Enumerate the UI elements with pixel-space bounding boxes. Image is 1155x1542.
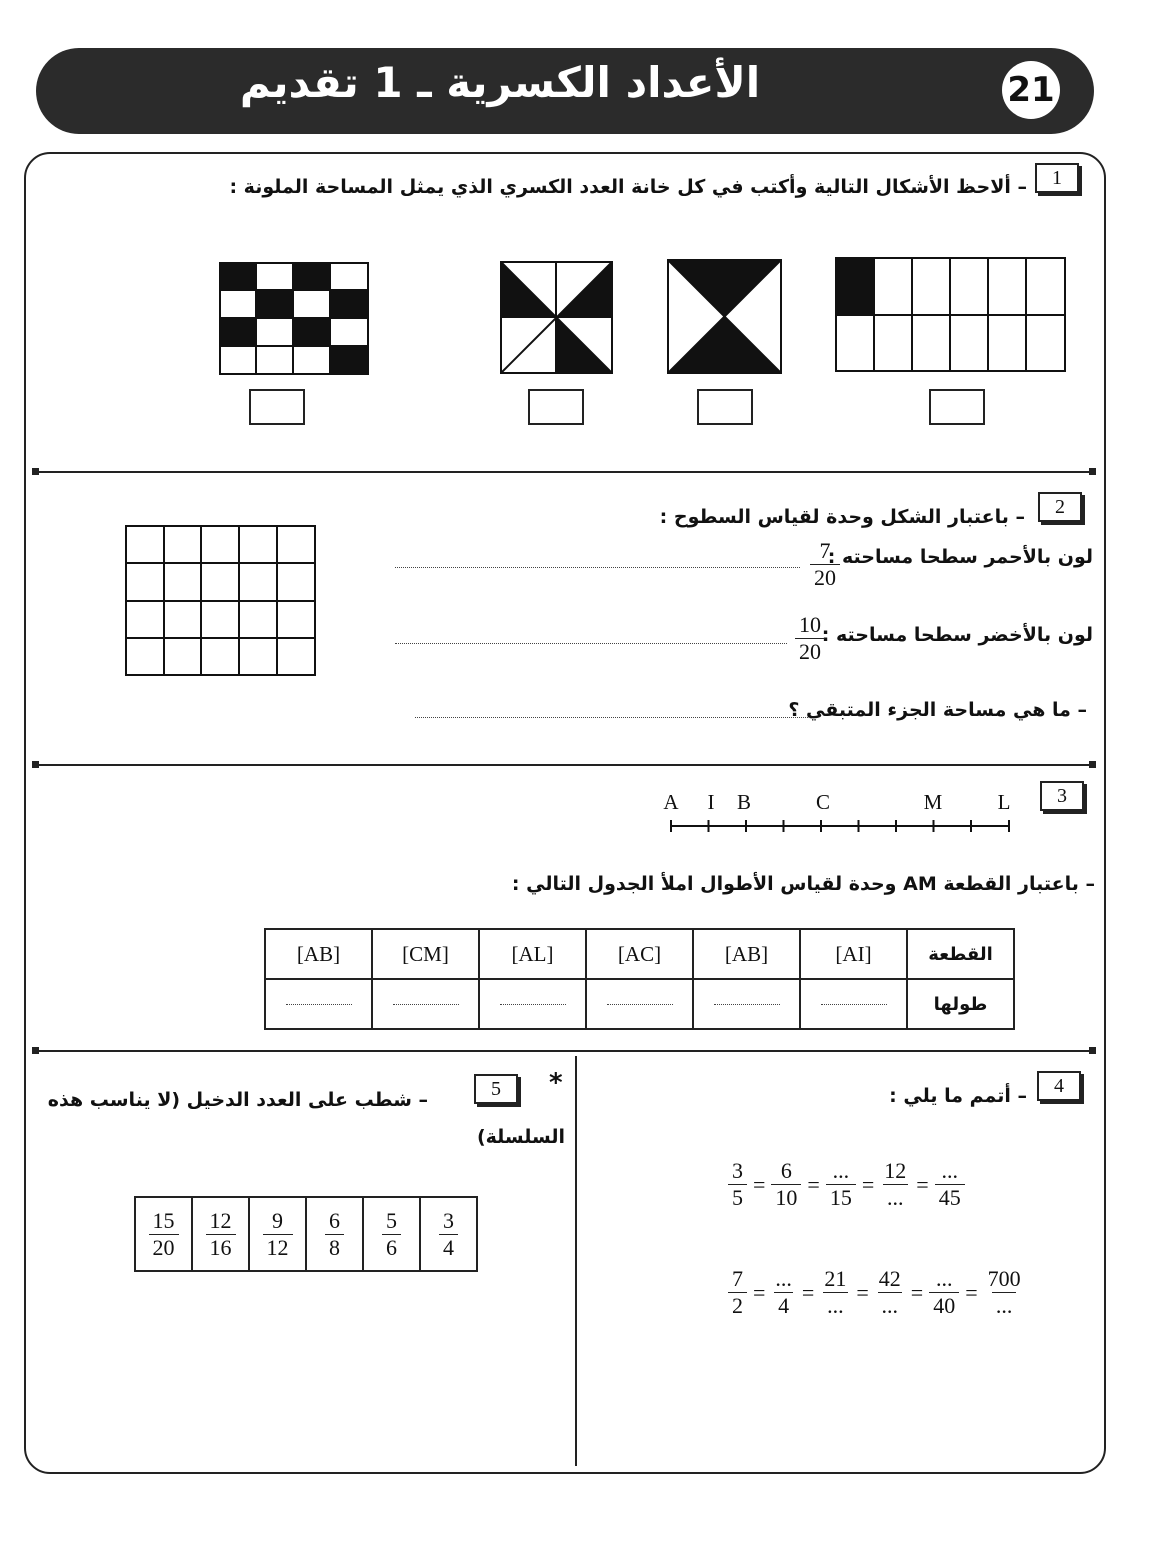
- length-answer-cell[interactable]: [265, 979, 372, 1029]
- frac-den: 40: [929, 1292, 959, 1319]
- red-instruction: لون بالأحمر سطحا مساحته :: [827, 546, 1093, 568]
- section-divider: [34, 471, 1094, 473]
- red-fraction-num: 7: [819, 538, 831, 563]
- green-instruction: لون بالأخضر سطحا مساحته :: [821, 624, 1093, 646]
- frac-den: 12: [263, 1234, 293, 1261]
- table-row: [265, 979, 1014, 1029]
- section-divider: [34, 1050, 1094, 1052]
- frac-den-blank[interactable]: ...: [823, 1292, 848, 1319]
- frac-den-blank[interactable]: ...: [992, 1292, 1017, 1319]
- equals-sign: =: [753, 1279, 766, 1305]
- frac-num: 5: [386, 1207, 397, 1233]
- length-answer-blank[interactable]: [607, 1003, 673, 1005]
- question-5-instruction-line-2: السلسلة): [476, 1126, 565, 1148]
- frac-den: 4: [439, 1234, 458, 1261]
- series-cell[interactable]: [306, 1197, 363, 1271]
- answer-box-grid-twelve[interactable]: [929, 389, 985, 425]
- equals-sign: =: [753, 1171, 766, 1197]
- green-fraction-den: 20: [795, 638, 825, 665]
- line-label-b: B: [736, 790, 752, 814]
- fraction-series-table: [134, 1196, 478, 1272]
- question-1-number: 1: [1035, 163, 1079, 193]
- length-answer-cell[interactable]: [586, 979, 693, 1029]
- column-divider: [575, 1056, 577, 1466]
- green-answer-line[interactable]: [395, 642, 787, 644]
- equivalence-row-2: [728, 1266, 1025, 1319]
- answer-box-eight-triangles[interactable]: [528, 389, 584, 425]
- frac-num-blank[interactable]: ...: [832, 1158, 850, 1183]
- unit-grid-5x4: [125, 525, 317, 677]
- question-2-number: 2: [1038, 492, 1082, 522]
- equals-sign: =: [856, 1279, 869, 1305]
- page-title: الأعداد الكسرية ـ 1 تقديم: [239, 58, 761, 107]
- frac-num-blank[interactable]: ...: [775, 1266, 792, 1291]
- length-answer-blank[interactable]: [714, 1003, 780, 1005]
- red-fraction: [810, 538, 840, 591]
- frac-den: 15: [826, 1184, 856, 1211]
- length-answer-blank[interactable]: [821, 1003, 887, 1005]
- equals-sign: =: [801, 1279, 815, 1305]
- frac-num: 6: [780, 1158, 792, 1183]
- segment-cell: [AI]: [800, 929, 907, 979]
- equals-sign: =: [807, 1171, 820, 1197]
- question-4-number: 4: [1037, 1071, 1081, 1101]
- page-number-badge: 21: [1002, 61, 1060, 119]
- frac-den: 4: [774, 1292, 793, 1319]
- frac-den-blank[interactable]: ...: [883, 1184, 908, 1211]
- segment-cell: [AB]: [693, 929, 800, 979]
- line-label-a: A: [663, 790, 679, 814]
- figure-checkerboard: [219, 262, 371, 376]
- series-cell[interactable]: [363, 1197, 420, 1271]
- frac-num: 12: [209, 1207, 232, 1233]
- frac-den: 6: [382, 1234, 401, 1261]
- lengths-table: [264, 928, 1015, 1030]
- equals-sign: =: [910, 1279, 924, 1305]
- number-line: [660, 788, 1020, 838]
- frac-num: 6: [329, 1207, 340, 1233]
- title-banner: [36, 48, 1094, 134]
- frac-den: 8: [325, 1234, 344, 1261]
- frac-den: 45: [935, 1184, 965, 1211]
- question-3-instruction: – باعتبار القطعة AM وحدة لقياس الأطوال املأ الجدول التالي :: [511, 873, 1095, 895]
- figure-grid-twelve: [835, 257, 1067, 373]
- figure-eight-triangles: [500, 261, 614, 375]
- length-answer-blank[interactable]: [286, 1003, 352, 1005]
- length-row-header: طولها: [907, 979, 1014, 1029]
- segment-cell: [AC]: [586, 929, 693, 979]
- question-5-instruction-line-1: – شطب على العدد الدخيل (لا يناسب هذه: [47, 1089, 428, 1111]
- length-answer-blank[interactable]: [393, 1003, 459, 1005]
- section-divider: [34, 764, 1094, 766]
- table-row: [265, 929, 1014, 979]
- segment-cell: [AL]: [479, 929, 586, 979]
- series-cell[interactable]: [192, 1197, 249, 1271]
- answer-box-hourglass[interactable]: [697, 389, 753, 425]
- segment-cell: [CM]: [372, 929, 479, 979]
- question-1-instruction: – ألاحظ الأشكال التالية وأكتب في كل خانة العدد الكسري الذي يمثل المساحة الملونة :: [229, 176, 1027, 198]
- frac-den: 5: [728, 1184, 747, 1211]
- frac-num: 42: [878, 1266, 901, 1291]
- frac-num: 700: [987, 1266, 1021, 1291]
- green-fraction: [795, 612, 825, 665]
- figure-hourglass: [667, 259, 783, 375]
- segment-row-header: القطعة: [907, 929, 1014, 979]
- green-fraction-num: 10: [799, 612, 821, 637]
- equals-sign: =: [916, 1171, 929, 1197]
- frac-num: 7: [732, 1266, 743, 1291]
- line-label-c: C: [815, 790, 831, 814]
- frac-num: 15: [152, 1207, 175, 1233]
- frac-num: 3: [443, 1207, 454, 1233]
- length-answer-cell[interactable]: [372, 979, 479, 1029]
- line-label-i: I: [707, 790, 715, 814]
- frac-num: 9: [272, 1207, 283, 1233]
- frac-den: 10: [771, 1184, 801, 1211]
- segment-cell: [AB]: [265, 929, 372, 979]
- question-5-number: 5: [474, 1074, 518, 1104]
- length-answer-cell[interactable]: [479, 979, 586, 1029]
- frac-num-blank[interactable]: ...: [941, 1158, 958, 1183]
- frac-num-blank[interactable]: ...: [935, 1266, 953, 1291]
- question-2-instruction: – باعتبار الشكل وحدة لقياس السطوح :: [659, 506, 1025, 528]
- star-icon: *: [549, 1068, 563, 1098]
- frac-num: 21: [824, 1266, 847, 1291]
- line-label-l: L: [997, 790, 1011, 814]
- frac-den: 16: [206, 1234, 236, 1261]
- remaining-question: – ما هي مساحة الجزء المتبقي ؟: [788, 699, 1087, 721]
- series-cell[interactable]: [249, 1197, 306, 1271]
- question-4-instruction: – أتمم ما يلي :: [889, 1085, 1027, 1107]
- answer-box-checkerboard[interactable]: [249, 389, 305, 425]
- equals-sign: =: [861, 1171, 875, 1197]
- remaining-answer-line[interactable]: [415, 716, 810, 718]
- series-cell[interactable]: [135, 1197, 192, 1271]
- frac-den: 20: [149, 1234, 179, 1261]
- question-3-number: 3: [1040, 781, 1084, 811]
- frac-den: 2: [728, 1292, 747, 1319]
- red-fraction-den: 20: [810, 564, 840, 591]
- frac-den-blank[interactable]: ...: [878, 1292, 903, 1319]
- frac-num: 3: [732, 1158, 743, 1183]
- length-answer-cell[interactable]: [693, 979, 800, 1029]
- equals-sign: =: [965, 1279, 978, 1305]
- line-label-m: M: [923, 790, 943, 814]
- series-cell[interactable]: [420, 1197, 477, 1271]
- equivalence-row-1: [728, 1158, 965, 1211]
- length-answer-blank[interactable]: [500, 1003, 566, 1005]
- red-answer-line[interactable]: [395, 566, 800, 568]
- frac-num: 12: [884, 1158, 907, 1183]
- length-answer-cell[interactable]: [800, 979, 907, 1029]
- table-row: [135, 1197, 477, 1271]
